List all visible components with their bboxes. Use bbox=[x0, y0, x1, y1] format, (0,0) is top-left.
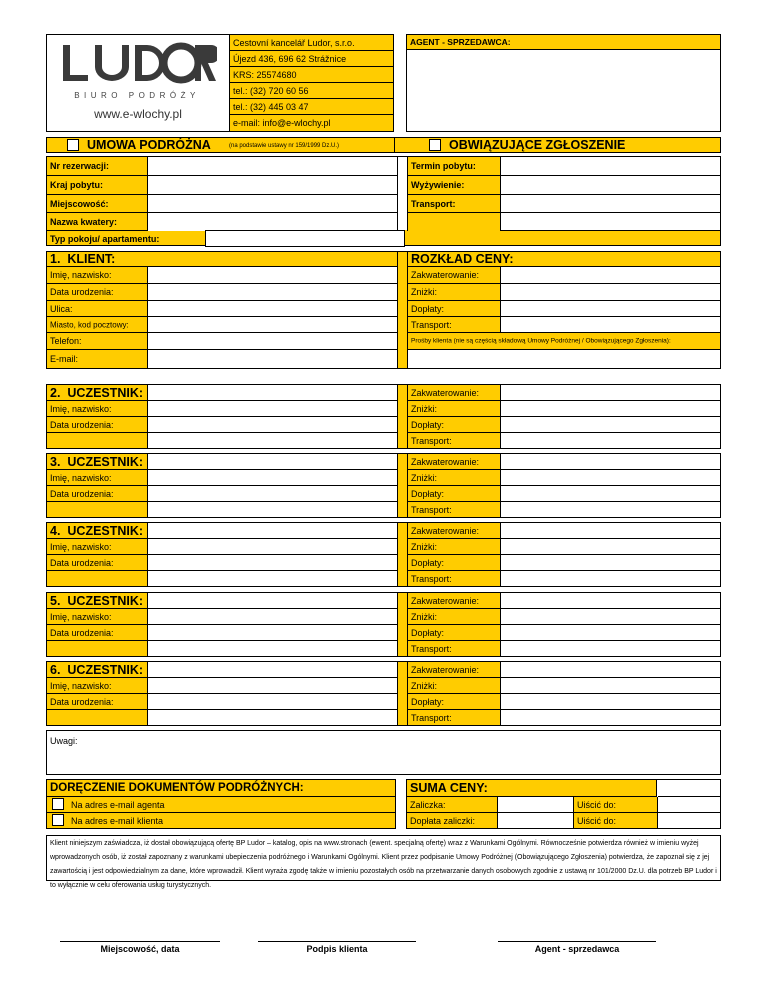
signature-agent: Agent - sprzedawca bbox=[534, 944, 620, 954]
kraj-label: Kraj pobytu: bbox=[50, 180, 103, 190]
participant-dop-input[interactable] bbox=[500, 417, 720, 433]
participant-dob-label: Data urodzenia: bbox=[50, 419, 114, 430]
client-street-label: Ulica: bbox=[50, 303, 73, 314]
participant-tra-input[interactable] bbox=[500, 571, 720, 586]
participant-tra-input[interactable] bbox=[500, 710, 720, 725]
pricing-dop-input[interactable] bbox=[500, 301, 720, 317]
typ-pokoju-label: Typ pokoju/ apartamentu: bbox=[50, 234, 160, 244]
transport-label: Transport: bbox=[411, 198, 456, 209]
logo-mark bbox=[57, 41, 217, 93]
participant-dob-label: Data urodzenia: bbox=[50, 696, 114, 707]
participant-zak-label: Zakwaterowanie: bbox=[411, 664, 480, 675]
client-email-label: E-mail: bbox=[50, 354, 79, 364]
pricing-dop-label: Dopłaty: bbox=[411, 303, 445, 314]
nr-rezerwacji-label: Nr rezerwacji: bbox=[50, 161, 110, 171]
participant-name-input[interactable] bbox=[147, 470, 397, 486]
participant-tra-label: Transport: bbox=[411, 435, 452, 446]
participant-zak-input[interactable] bbox=[500, 523, 720, 539]
transport-input-2[interactable] bbox=[500, 213, 720, 231]
participant-dop-input[interactable] bbox=[500, 486, 720, 502]
umowa-title-bar bbox=[46, 137, 395, 153]
kraj-input[interactable] bbox=[147, 176, 397, 195]
pricing-zni-label: Zniżki: bbox=[411, 287, 438, 297]
pricing-zni-input[interactable] bbox=[500, 284, 720, 301]
logo bbox=[57, 41, 217, 100]
summary-section bbox=[406, 779, 721, 829]
delivery-section bbox=[46, 779, 396, 829]
participant-dob-input[interactable] bbox=[147, 555, 397, 571]
uiscic-label-1: Uiścić do: bbox=[577, 799, 617, 810]
participant-dop-input[interactable] bbox=[500, 694, 720, 710]
umowa-title: UMOWA PODRÓŻNA bbox=[87, 138, 211, 152]
participant-dop-label: Dopłaty: bbox=[411, 488, 445, 499]
participant-zni-input[interactable] bbox=[500, 609, 720, 625]
nr-rezerwacji-input[interactable] bbox=[147, 157, 397, 176]
participant-dop-label: Dopłaty: bbox=[411, 696, 445, 707]
umowa-note: (na podstawie ustawy nr 159/1999 Dz.U.) bbox=[229, 143, 340, 149]
participant-zak-input[interactable] bbox=[500, 662, 720, 678]
client-name-input[interactable] bbox=[147, 267, 397, 284]
participant-block bbox=[46, 453, 721, 518]
participant-tra-input[interactable] bbox=[500, 433, 720, 448]
participant-extra-input[interactable] bbox=[147, 571, 397, 586]
umowa-checkbox[interactable] bbox=[67, 139, 79, 151]
zgloszenie-title: OBWIĄZUJĄCE ZGŁOSZENIE bbox=[449, 138, 626, 152]
participant-extra-input[interactable] bbox=[147, 433, 397, 448]
participant-extra-input[interactable] bbox=[147, 710, 397, 725]
participant-zni-label: Zniżki: bbox=[411, 611, 438, 622]
participant-zak-input[interactable] bbox=[500, 454, 720, 470]
participant-dob-input[interactable] bbox=[147, 417, 397, 433]
participant-name-input[interactable] bbox=[147, 401, 397, 417]
participant-dop-input[interactable] bbox=[500, 625, 720, 641]
logo-box bbox=[46, 34, 230, 132]
company-email: e-mail: info@e-wlochy.pl bbox=[233, 118, 331, 128]
participant-title: 4. UCZESTNIK: bbox=[50, 523, 144, 538]
delivery-client-row[interactable] bbox=[47, 813, 395, 828]
client-name-label: Imię, nazwisko: bbox=[50, 270, 112, 280]
uwagi-box[interactable] bbox=[46, 730, 721, 775]
signature-line-agent bbox=[498, 941, 656, 942]
participant-name-input[interactable] bbox=[147, 539, 397, 555]
kwatera-input[interactable] bbox=[147, 213, 397, 231]
uiscic-input-2[interactable] bbox=[657, 813, 720, 828]
participant-name-input[interactable] bbox=[147, 609, 397, 625]
company-info bbox=[229, 34, 394, 132]
participant-name-label: Imię, nazwisko: bbox=[50, 472, 112, 483]
termin-label: Termin pobytu: bbox=[411, 161, 476, 171]
delivery-agent-checkbox[interactable] bbox=[52, 798, 64, 810]
participant-tra-label: Transport: bbox=[411, 504, 452, 515]
delivery-client-checkbox[interactable] bbox=[52, 814, 64, 826]
participant-zak-input[interactable] bbox=[500, 593, 720, 609]
booking-section bbox=[46, 156, 721, 246]
delivery-agent-row[interactable] bbox=[47, 797, 395, 813]
participant-tra-input[interactable] bbox=[500, 641, 720, 656]
delivery-title: DORĘCZENIE DOKUMENTÓW PODRÓŻNYCH: bbox=[50, 782, 304, 794]
termin-input[interactable] bbox=[500, 157, 720, 176]
uiscic-label-2: Uiścić do: bbox=[577, 815, 617, 826]
uiscic-input-1[interactable] bbox=[657, 797, 720, 813]
participant-tra-label: Transport: bbox=[411, 573, 452, 584]
participant-dob-input[interactable] bbox=[147, 625, 397, 641]
participant-zni-label: Zniżki: bbox=[411, 472, 438, 483]
website: www.e-wlochy.pl bbox=[94, 107, 182, 121]
participant-name-input[interactable] bbox=[147, 678, 397, 694]
pricing-tra-input[interactable] bbox=[500, 317, 720, 333]
participant-dob-input[interactable] bbox=[147, 694, 397, 710]
miejscowosc-label: Miejscowość: bbox=[50, 198, 109, 209]
participant-title: 2. UCZESTNIK: bbox=[50, 385, 144, 400]
client-section bbox=[46, 251, 721, 369]
client-city-input[interactable] bbox=[147, 317, 397, 333]
wyzywienie-label: Wyżywienie: bbox=[411, 180, 465, 190]
company-tel-1: tel.: (32) 720 60 56 bbox=[233, 85, 309, 96]
participant-tra-label: Transport: bbox=[411, 643, 452, 654]
participant-block bbox=[46, 661, 721, 726]
participant-tra-label: Transport: bbox=[411, 712, 452, 723]
client-street-input[interactable] bbox=[147, 301, 397, 317]
pricing-title: ROZKŁAD CENY: bbox=[411, 252, 514, 266]
pricing-zak-input[interactable] bbox=[500, 267, 720, 284]
declaration-text: Klient niniejszym zaświadcza, iż dostał obowiązującą ofertę BP Ludor – katalog, opis na www.stronach (ewent. specjalną ofertę) wraz z Warunkami Ogólnymi. Równocześnie potwierdza również w imieniu wyżej wprowadzonych osób, iż został zapoznany z warunkami ubepieczenia podróżnego i Warunkami Ogólnymi. Klient przez podpisanie Umowy Podróżnej (Obowiązującego Zgłoszenia) potwierdza, że zapoznał się z jej zawartością i jest odpowiedzialnym za dane, które wprowadził. Klient wyraża zgodę także w imieniu pozostałych osób na przetwarzanie danych osobowych zgodnie z ustawą nr 101/2000 Dz.U. dla potrzeb BP Ludor i to wyłącznie w celu oferowania usług turystycznych. bbox=[46, 835, 721, 881]
client-email-input[interactable] bbox=[147, 350, 397, 368]
signature-line-client bbox=[258, 941, 416, 942]
logo-subtitle: BIURO PODRÓŻY bbox=[74, 91, 200, 100]
participant-name-label: Imię, nazwisko: bbox=[50, 541, 112, 552]
client-title: 1. KLIENT: bbox=[50, 252, 116, 266]
zaliczka-label: Zaliczka: bbox=[410, 799, 446, 810]
participant-zni-input[interactable] bbox=[500, 678, 720, 694]
participant-name-label: Imię, nazwisko: bbox=[50, 403, 112, 414]
transport-input[interactable] bbox=[500, 195, 720, 213]
company-krs: KRS: 25574680 bbox=[233, 69, 297, 80]
client-dob-label: Data urodzenia: bbox=[50, 287, 114, 297]
participant-block bbox=[46, 592, 721, 657]
participant-title: 5. UCZESTNIK: bbox=[50, 593, 144, 608]
zgloszenie-title-bar bbox=[394, 137, 721, 153]
participant-dob-input[interactable] bbox=[147, 486, 397, 502]
doplata-input[interactable] bbox=[497, 813, 573, 828]
agent-box[interactable] bbox=[406, 34, 721, 132]
zgloszenie-checkbox[interactable] bbox=[429, 139, 441, 151]
company-name: Cestovní kancelář Ludor, s.r.o. bbox=[233, 37, 355, 48]
participant-title: 6. UCZESTNIK: bbox=[50, 662, 144, 677]
wyzywienie-input[interactable] bbox=[500, 176, 720, 195]
participant-dob-label: Data urodzenia: bbox=[50, 488, 114, 499]
prosby-input[interactable] bbox=[407, 350, 720, 368]
delivery-client-label: Na adres e-mail klienta bbox=[71, 815, 164, 826]
participant-block bbox=[46, 522, 721, 587]
participant-zak-label: Zakwaterowanie: bbox=[411, 456, 480, 467]
client-city-label: Miasto, kod pocztowy: bbox=[50, 320, 129, 329]
delivery-agent-label: Na adres e-mail agenta bbox=[71, 799, 165, 810]
participant-extra-input[interactable] bbox=[147, 641, 397, 656]
pricing-tra-label: Transport: bbox=[411, 319, 452, 330]
participant-zak-label: Zakwaterowanie: bbox=[411, 387, 480, 398]
participant-zni-input[interactable] bbox=[500, 470, 720, 486]
doplata-label: Dopłata zaliczki: bbox=[410, 815, 476, 826]
uwagi-label: Uwagi: bbox=[50, 736, 78, 746]
typ-pokoju-input[interactable] bbox=[205, 230, 405, 247]
signature-line-place bbox=[60, 941, 220, 942]
participant-dop-label: Dopłaty: bbox=[411, 627, 445, 638]
participant-zak-label: Zakwaterowanie: bbox=[411, 595, 480, 606]
summary-title: SUMA CENY: bbox=[410, 781, 488, 795]
client-dob-input[interactable] bbox=[147, 284, 397, 301]
participant-block bbox=[46, 384, 721, 449]
prosby-label: Prośby klienta (nie są częścią składową Umowy Podróżnej / Obowiązującego Zgłoszenia): bbox=[411, 337, 671, 345]
participant-zni-input[interactable] bbox=[500, 539, 720, 555]
client-phone-label: Telefon: bbox=[50, 336, 82, 346]
participant-title: 3. UCZESTNIK: bbox=[50, 454, 144, 469]
signature-client: Podpis klienta bbox=[306, 944, 368, 954]
miejscowosc-input[interactable] bbox=[147, 195, 397, 213]
company-tel-2: tel.: (32) 445 03 47 bbox=[233, 101, 309, 112]
participant-zak-label: Zakwaterowanie: bbox=[411, 525, 480, 536]
participant-dob-label: Data urodzenia: bbox=[50, 627, 114, 638]
participant-zni-label: Zniżki: bbox=[411, 541, 438, 552]
pricing-zak-label: Zakwaterowanie: bbox=[411, 270, 480, 280]
summary-total-input[interactable] bbox=[658, 780, 720, 797]
signature-place-date: Miejscowość, data bbox=[100, 944, 180, 954]
participant-dob-label: Data urodzenia: bbox=[50, 557, 114, 568]
participant-tra-input[interactable] bbox=[500, 502, 720, 517]
participant-name-label: Imię, nazwisko: bbox=[50, 611, 112, 622]
agent-label: AGENT - SPRZEDAWCA: bbox=[410, 37, 511, 47]
participant-dop-label: Dopłaty: bbox=[411, 557, 445, 568]
participant-zak-input[interactable] bbox=[500, 385, 720, 401]
participant-name-label: Imię, nazwisko: bbox=[50, 680, 112, 691]
participant-zni-label: Zniżki: bbox=[411, 403, 438, 414]
participant-zni-label: Zniżki: bbox=[411, 680, 438, 691]
client-phone-input[interactable] bbox=[147, 333, 397, 350]
company-address: Újezd 436, 696 62 Strážnice bbox=[233, 53, 347, 64]
participant-extra-input[interactable] bbox=[147, 502, 397, 517]
participant-zni-input[interactable] bbox=[500, 401, 720, 417]
participant-dop-label: Dopłaty: bbox=[411, 419, 445, 430]
kwatera-label: Nazwa kwatery: bbox=[50, 216, 118, 227]
zaliczka-input[interactable] bbox=[497, 797, 573, 813]
participant-dop-input[interactable] bbox=[500, 555, 720, 571]
